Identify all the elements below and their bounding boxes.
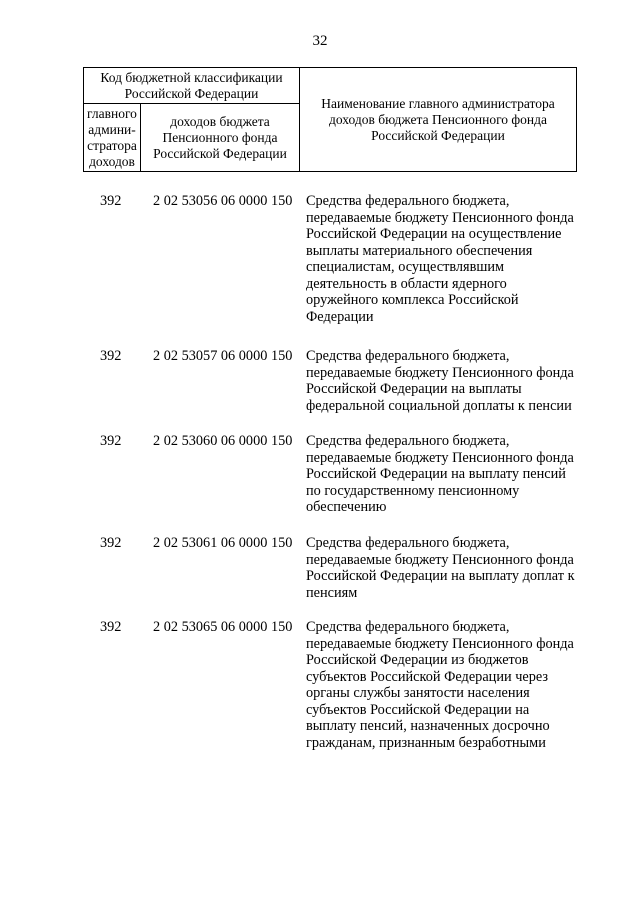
- description-line: обеспечению: [306, 499, 387, 515]
- description-line: Средства федерального бюджета,: [306, 348, 510, 364]
- description-line: передаваемые бюджету Пенсионного фонда: [306, 635, 574, 652]
- admin-code: 392: [100, 348, 122, 364]
- description-line: деятельность в области ядерного: [306, 275, 507, 292]
- description-line: по государственному пенсионному: [306, 482, 520, 499]
- income-code: 2 02 53060 06 0000 150: [153, 433, 293, 449]
- description-line: субъектов Российской Федерации на: [306, 701, 530, 718]
- description-line: органы службы занятости населения: [306, 685, 530, 701]
- description-line: Российской Федерации на выплату пенсий: [306, 466, 566, 482]
- income-code: 2 02 53061 06 0000 150: [153, 535, 293, 551]
- row-description: [306, 193, 606, 325]
- description-line: гражданам, признанным безработными: [306, 734, 546, 751]
- page-number: 32: [312, 33, 328, 49]
- description-line: специалистам, осуществлявшим: [306, 259, 505, 275]
- description-line: Российской Федерации на выплату доплат к: [306, 568, 575, 584]
- row-description: [306, 619, 606, 751]
- row-description: [306, 348, 606, 414]
- description-line: Средства федерального бюджета,: [306, 193, 510, 209]
- admin-code: 392: [100, 193, 122, 209]
- description-line: выплату пенсий, назначенных досрочно: [306, 718, 550, 734]
- description-line: передаваемые бюджету Пенсионного фонда: [306, 364, 574, 381]
- description-line: Средства федерального бюджета,: [306, 535, 510, 551]
- description-line: Российской Федерации из бюджетов: [306, 652, 529, 668]
- description-line: передаваемые бюджету Пенсионного фонда: [306, 209, 574, 226]
- description-line: Федерации: [306, 308, 374, 325]
- classification-header-table: [83, 67, 577, 172]
- income-column-header: доходов бюджета Пенсионного фонда Российской Федерации: [141, 104, 300, 172]
- description-line: Средства федерального бюджета,: [306, 433, 510, 449]
- description-line: выплаты материального обеспечения: [306, 242, 533, 259]
- income-code: 2 02 53065 06 0000 150: [153, 619, 293, 635]
- admin-code: 392: [100, 619, 122, 635]
- income-code: 2 02 53056 06 0000 150: [153, 193, 293, 209]
- description-line: Российской Федерации на выплаты: [306, 381, 522, 397]
- name-column-header: Наименование главного администратора доходов бюджета Пенсионного фонда Российской Федерации: [300, 68, 577, 172]
- row-description: [306, 535, 606, 601]
- admin-code: 392: [100, 433, 122, 449]
- description-line: передаваемые бюджету Пенсионного фонда: [306, 449, 574, 466]
- description-line: субъектов Российской Федерации через: [306, 668, 549, 685]
- description-line: федеральной социальной доплаты к пенсии: [306, 397, 572, 414]
- description-line: Российской Федерации на осуществление: [306, 226, 562, 242]
- description-line: передаваемые бюджету Пенсионного фонда: [306, 551, 574, 568]
- admin-code: 392: [100, 535, 122, 551]
- description-line: Средства федерального бюджета,: [306, 619, 510, 635]
- income-code: 2 02 53057 06 0000 150: [153, 348, 293, 364]
- description-line: пенсиям: [306, 584, 358, 601]
- kbk-title-cell: Код бюджетной классификации Российской Федерации: [84, 68, 300, 104]
- row-description: [306, 433, 606, 516]
- admin-column-header: главного админи-стратора доходов: [84, 104, 141, 172]
- description-line: оружейного комплекса Российской: [306, 292, 519, 308]
